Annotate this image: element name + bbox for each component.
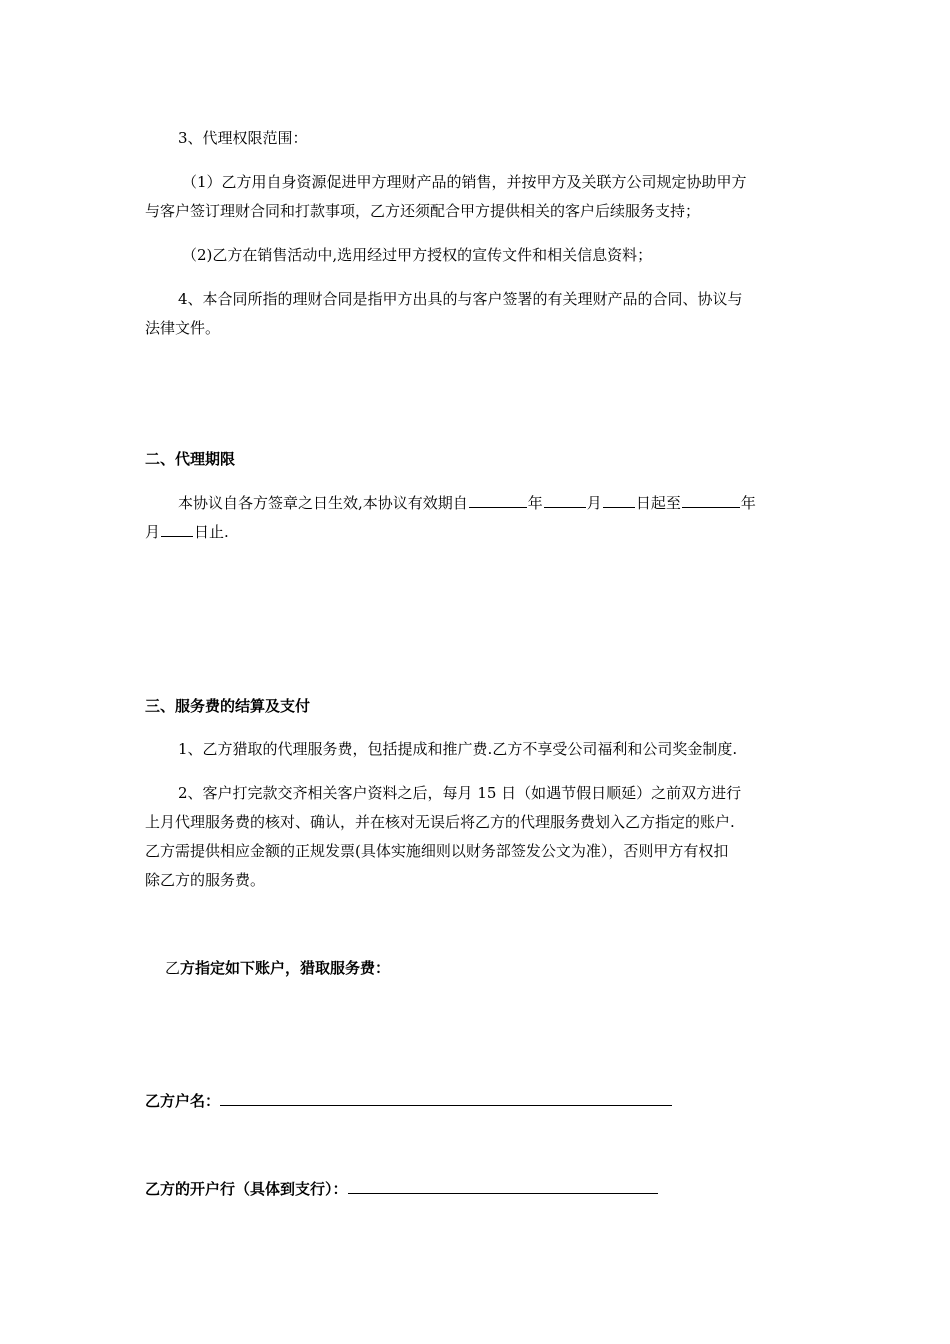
year-label: 年 xyxy=(527,494,543,512)
start-year-blank[interactable] xyxy=(469,492,527,508)
section-3-p2-line-2: 上月代理服务费的核对、确认，并在核对无误后将乙方的代理服务费划入乙方指定的账户. xyxy=(145,813,735,831)
clause-3-title: 3、代理权限范围： xyxy=(178,129,308,147)
section-2-heading: 二、代理期限 xyxy=(145,450,236,468)
clause-3-1-line-2: 与客户签订理财合同和打款事项，乙方还须配合甲方提供相关的客户后续服务支持； xyxy=(145,202,701,220)
account-name-field[interactable] xyxy=(220,1089,672,1106)
section-3-heading: 三、服务费的结算及支付 xyxy=(145,697,311,715)
account-name-label: 乙方户名： xyxy=(145,1092,221,1110)
bank-branch-field[interactable] xyxy=(348,1177,658,1194)
account-intro-text: 方指定如下账户，猎取服务费： xyxy=(180,959,391,977)
clause-3-2: （2)乙方在销售活动中,选用经过甲方授权的宣传文件和相关信息资料； xyxy=(182,246,653,264)
start-day-blank[interactable] xyxy=(603,492,635,508)
bank-branch-label: 乙方的开户行（具体到支行）： xyxy=(145,1180,348,1198)
section-3-p2-line-4: 除乙方的服务费。 xyxy=(145,871,266,889)
end-month-label: 月 xyxy=(145,523,161,541)
end-year-blank[interactable] xyxy=(682,492,740,508)
account-name-row xyxy=(145,1089,810,1111)
clause-3-1-line-1: （1）乙方用自身资源促进甲方理财产品的销售，并按甲方及关联方公司规定协助甲方 xyxy=(182,173,747,191)
clause-4-line-1: 4、本合同所指的理财合同是指甲方出具的与客户签署的有关理财产品的合同、协议与 xyxy=(178,290,743,308)
section-2-term-line-2 xyxy=(145,521,810,542)
end-day-label: 日止. xyxy=(194,523,229,541)
account-intro-prefix: 乙 xyxy=(165,959,181,977)
bank-branch-row xyxy=(145,1177,810,1199)
day-label: 日起至 xyxy=(635,494,681,512)
clause-4-line-2: 法律文件。 xyxy=(145,319,221,337)
term-text: 本协议自各方签章之日生效,本协议有效期自 xyxy=(178,494,468,512)
end-day-blank[interactable] xyxy=(161,521,193,537)
start-month-blank[interactable] xyxy=(544,492,586,508)
account-intro xyxy=(165,958,830,978)
end-year-label: 年 xyxy=(740,494,756,512)
section-2-term-line-1 xyxy=(178,492,810,513)
month-label: 月 xyxy=(586,494,602,512)
section-3-p2-line-3: 乙方需提供相应金额的正规发票(具体实施细则以财务部签发公文为准），否则甲方有权扣 xyxy=(145,842,729,860)
section-3-p2-line-1: 2、客户打完款交齐相关客户资料之后，每月 15 日（如遇节假日顺延）之前双方进行 xyxy=(178,784,742,802)
section-3-p1: 1、乙方猎取的代理服务费，包括提成和推广费.乙方不享受公司福利和公司奖金制度. xyxy=(178,740,738,758)
